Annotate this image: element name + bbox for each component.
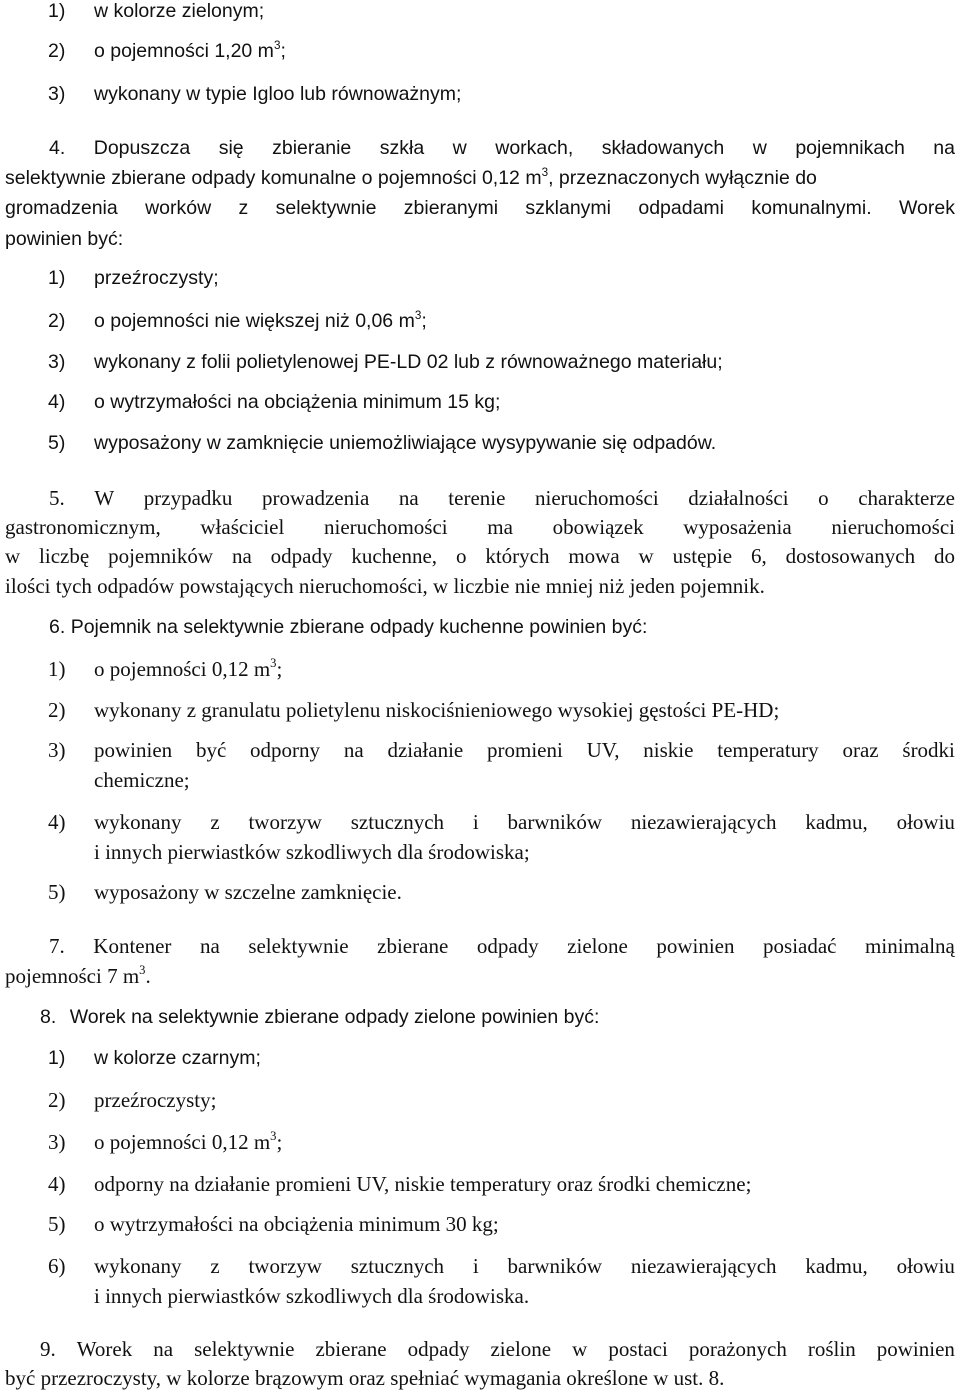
list-item-text-main: o pojemności nie większej niż 0,06 m <box>94 310 415 332</box>
word: minimalną <box>865 934 955 958</box>
list-item-text: odporny na działanie promieni UV, niskie temperatury oraz środki chemiczne; <box>94 1172 752 1196</box>
list-item-text: przeźroczysty; <box>94 1088 217 1112</box>
word: właściciel <box>200 515 285 539</box>
word: z <box>238 197 249 219</box>
word: niezawierających <box>630 1254 777 1278</box>
word: działanie <box>387 738 464 762</box>
word: i <box>472 810 479 834</box>
paragraph-text: Pojemnik na selektywnie zbierane odpady kuchenne powinien być: <box>70 616 648 638</box>
list-item-text <box>94 812 955 833</box>
word: o <box>818 486 829 510</box>
list-item-text: przeźroczysty; <box>94 267 219 289</box>
paragraph-text: pojemności 7 m <box>5 964 140 988</box>
word: odpady <box>270 544 333 568</box>
word: workach, <box>495 137 574 159</box>
paragraph-text: selektywnie zbierane odpady komunalne o pojemności 0,12 m <box>5 167 542 189</box>
word: działalności <box>688 486 789 510</box>
word: Kontener <box>93 934 172 958</box>
word: barwników <box>507 810 602 834</box>
list-item-number: 2) <box>48 310 66 332</box>
paragraph-4-line-1 <box>5 139 955 159</box>
word: wyposażenia <box>683 515 792 539</box>
word: przypadku <box>143 486 233 510</box>
list-item-text: o wytrzymałości na obciążenia minimum 30 kg; <box>94 1212 499 1236</box>
word: kadmu, <box>805 1254 868 1278</box>
list-item-text <box>94 656 283 681</box>
paragraph-text: . <box>145 964 151 988</box>
word: Worek <box>899 197 955 219</box>
list-item-number: 5) <box>48 880 66 904</box>
word: selektywnie <box>194 1337 295 1361</box>
word: komunalnymi. <box>751 197 872 219</box>
word: z <box>210 1254 220 1278</box>
list-item-text: w kolorze zielonym; <box>94 0 265 22</box>
paragraph-4-line-4: powinien być: <box>5 228 124 250</box>
paragraph-5-line-2 <box>5 517 955 538</box>
word: 5. <box>49 486 65 510</box>
paragraph-4-line-2 <box>5 165 955 189</box>
paragraph-7-line-1 <box>5 936 955 957</box>
word: zielone <box>567 934 628 958</box>
list-item-number: 4) <box>48 1172 66 1196</box>
word: sztucznych <box>350 810 445 834</box>
word: i <box>472 1254 479 1278</box>
word: niskie <box>643 738 694 762</box>
word: kuchenne, <box>351 544 438 568</box>
word: wykonany <box>94 810 182 834</box>
paragraph-7-line-2 <box>5 963 151 988</box>
superscript: 3 <box>414 308 422 322</box>
word: zbierane <box>377 934 449 958</box>
list-item-number: 3) <box>48 351 66 373</box>
word: których <box>485 544 550 568</box>
word: gromadzenia <box>5 197 118 219</box>
list-item-text: wykonany z folii polietylenowej PE-LD 02 lub z równoważnego materiału; <box>94 351 723 373</box>
word: tworzyw <box>248 810 322 834</box>
word: się <box>218 137 244 159</box>
list-item-number: 5) <box>48 1212 66 1236</box>
list-item-text-main: o pojemności 0,12 m <box>94 1130 271 1154</box>
word: z <box>210 810 220 834</box>
paragraph-number: 6. <box>49 616 66 638</box>
paragraph-5-line-1 <box>5 488 955 509</box>
word: w <box>5 544 21 568</box>
word: nieruchomości <box>831 515 955 539</box>
list-item-text: wyposażony w zamknięcie uniemożliwiające wysypywanie się odpadów. <box>94 432 717 454</box>
paragraph-9-line-1 <box>5 1339 955 1360</box>
list-item-text: wyposażony w szczelne zamknięcie. <box>94 880 402 904</box>
word: liczbę <box>39 544 90 568</box>
list-item-number: 2) <box>48 40 66 62</box>
list-item-text <box>94 740 955 761</box>
word: 9. <box>40 1337 56 1361</box>
list-item-text-main: o pojemności 1,20 m <box>94 40 274 62</box>
word: promieni <box>487 738 563 762</box>
word: na <box>343 738 364 762</box>
justified-line <box>94 1256 955 1277</box>
paragraph-9-line-2: być przezroczysty, w kolorze brązowym oraz spełniać wymagania określone w ust. 8. <box>5 1366 725 1390</box>
word: ołowiu <box>896 1254 955 1278</box>
paragraph-6-heading <box>49 618 647 638</box>
word: powinien <box>656 934 735 958</box>
word: pojemników <box>108 544 214 568</box>
list-item-text: o wytrzymałości na obciążenia minimum 15 kg; <box>94 391 501 413</box>
justified-line <box>5 546 955 567</box>
list-item-text-main: o pojemności 0,12 m <box>94 657 271 681</box>
justified-line <box>5 199 955 219</box>
list-item-number: 1) <box>48 0 66 22</box>
list-item-text: wykonany w typie Igloo lub równoważnym; <box>94 83 462 105</box>
list-item-text: i innych pierwiastków szkodliwych dla środowiska. <box>94 1284 530 1308</box>
word: W <box>94 486 115 510</box>
word: ołowiu <box>896 810 955 834</box>
paragraph-text: , przeznaczonych wyłącznie do <box>548 167 817 189</box>
word: odpady <box>476 934 539 958</box>
word: w <box>452 137 467 159</box>
justified-line <box>49 139 955 159</box>
list-item-text <box>94 1256 955 1277</box>
justified-line <box>40 1339 955 1360</box>
list-item-number: 5) <box>48 432 66 454</box>
word: być <box>195 738 227 762</box>
word: zbieranymi <box>403 197 499 219</box>
superscript: 3 <box>270 1129 277 1144</box>
list-item-text-end: ; <box>276 657 283 681</box>
superscript: 3 <box>541 165 549 179</box>
superscript: 3 <box>139 963 146 978</box>
list-item-number: 1) <box>48 1047 66 1069</box>
justified-line <box>94 812 955 833</box>
word: o <box>455 544 467 568</box>
word: nieruchomości <box>324 515 448 539</box>
list-item-number: 3) <box>48 1130 66 1154</box>
word: odpadami <box>638 197 725 219</box>
word: szklanymi <box>525 197 612 219</box>
word: na <box>199 934 220 958</box>
word: w <box>638 544 654 568</box>
justified-line <box>5 517 955 538</box>
word: środki <box>902 738 955 762</box>
word: na <box>153 1337 174 1361</box>
word: szkła <box>379 137 425 159</box>
word: zbieranie <box>272 137 352 159</box>
paragraph-text: Worek na selektywnie zbierane odpady zielone powinien być: <box>69 1006 600 1028</box>
paragraph-5-line-4: ilości tych odpadów powstających nieruchomości, w liczbie nie mniej niż jeden pojemnik. <box>5 574 765 598</box>
word: selektywnie <box>248 934 349 958</box>
word: tworzyw <box>248 1254 322 1278</box>
word: do <box>933 544 955 568</box>
word: nieruchomości <box>535 486 659 510</box>
word: barwników <box>507 1254 602 1278</box>
word: UV, <box>586 738 620 762</box>
list-item-number: 2) <box>48 1088 66 1112</box>
list-item-text-end: ; <box>276 1130 283 1154</box>
word: ma <box>487 515 513 539</box>
word: oraz <box>842 738 879 762</box>
paragraph-4-line-3 <box>5 199 955 219</box>
word: postaci <box>608 1337 668 1361</box>
list-item-text <box>94 308 427 332</box>
word: roślin <box>807 1337 856 1361</box>
paragraph-8-heading <box>40 1008 599 1028</box>
list-item-number: 1) <box>48 267 66 289</box>
list-item-number: 3) <box>48 83 66 105</box>
word: zbierane <box>315 1337 387 1361</box>
justified-line <box>94 740 955 761</box>
list-item-text <box>94 1129 283 1154</box>
word: terenie <box>448 486 506 510</box>
list-item-number: 6) <box>48 1254 66 1278</box>
list-item-text: chemiczne; <box>94 768 190 792</box>
list-item-text: i innych pierwiastków szkodliwych dla środowiska; <box>94 840 530 864</box>
word: powinien <box>94 738 173 762</box>
word: dostosowanych <box>785 544 916 568</box>
word: charakterze <box>858 486 955 510</box>
paragraph-5-line-3 <box>5 546 955 567</box>
word: wykonany <box>94 1254 182 1278</box>
word: pojemnikach <box>795 137 905 159</box>
list-item-text: w kolorze czarnym; <box>94 1047 261 1069</box>
word: 6, <box>750 544 767 568</box>
word: powinien <box>876 1337 955 1361</box>
word: obowiązek <box>552 515 644 539</box>
word: zielone <box>490 1337 552 1361</box>
word: posiadać <box>763 934 837 958</box>
word: Dopuszcza <box>93 137 191 159</box>
word: gastronomicznym, <box>5 515 161 539</box>
word: kadmu, <box>805 810 868 834</box>
list-item-text-end: ; <box>421 310 427 332</box>
word: sztucznych <box>350 1254 445 1278</box>
superscript: 3 <box>273 38 281 52</box>
word: składowanych <box>601 137 725 159</box>
list-item-number: 3) <box>48 738 66 762</box>
justified-line <box>49 488 955 509</box>
list-item-number: 2) <box>48 698 66 722</box>
word: prowadzenia <box>262 486 370 510</box>
word: w <box>752 137 767 159</box>
word: 7. <box>49 934 65 958</box>
word: odporny <box>250 738 321 762</box>
list-item-text: wykonany z granulatu polietylenu niskociśnieniowego wysokiej gęstości PE-HD; <box>94 698 780 722</box>
word: temperatury <box>717 738 819 762</box>
superscript: 3 <box>270 656 277 671</box>
list-item-number: 4) <box>48 810 66 834</box>
word: niezawierających <box>630 810 777 834</box>
word: na <box>231 544 252 568</box>
word: 4. <box>49 137 66 159</box>
list-item-number: 4) <box>48 391 66 413</box>
list-item-number: 1) <box>48 657 66 681</box>
word: worków <box>145 197 212 219</box>
word: w <box>572 1337 588 1361</box>
word: selektywnie <box>275 197 377 219</box>
word: na <box>398 486 419 510</box>
justified-line <box>49 936 955 957</box>
word: odpady <box>407 1337 470 1361</box>
paragraph-number: 8. <box>40 1006 57 1028</box>
list-item-text-end: ; <box>280 40 286 62</box>
word: Worek <box>76 1337 133 1361</box>
word: porażonych <box>688 1337 787 1361</box>
list-item-text <box>94 38 286 62</box>
word: na <box>933 137 955 159</box>
word: mowa <box>568 544 620 568</box>
word: ustępie <box>672 544 733 568</box>
